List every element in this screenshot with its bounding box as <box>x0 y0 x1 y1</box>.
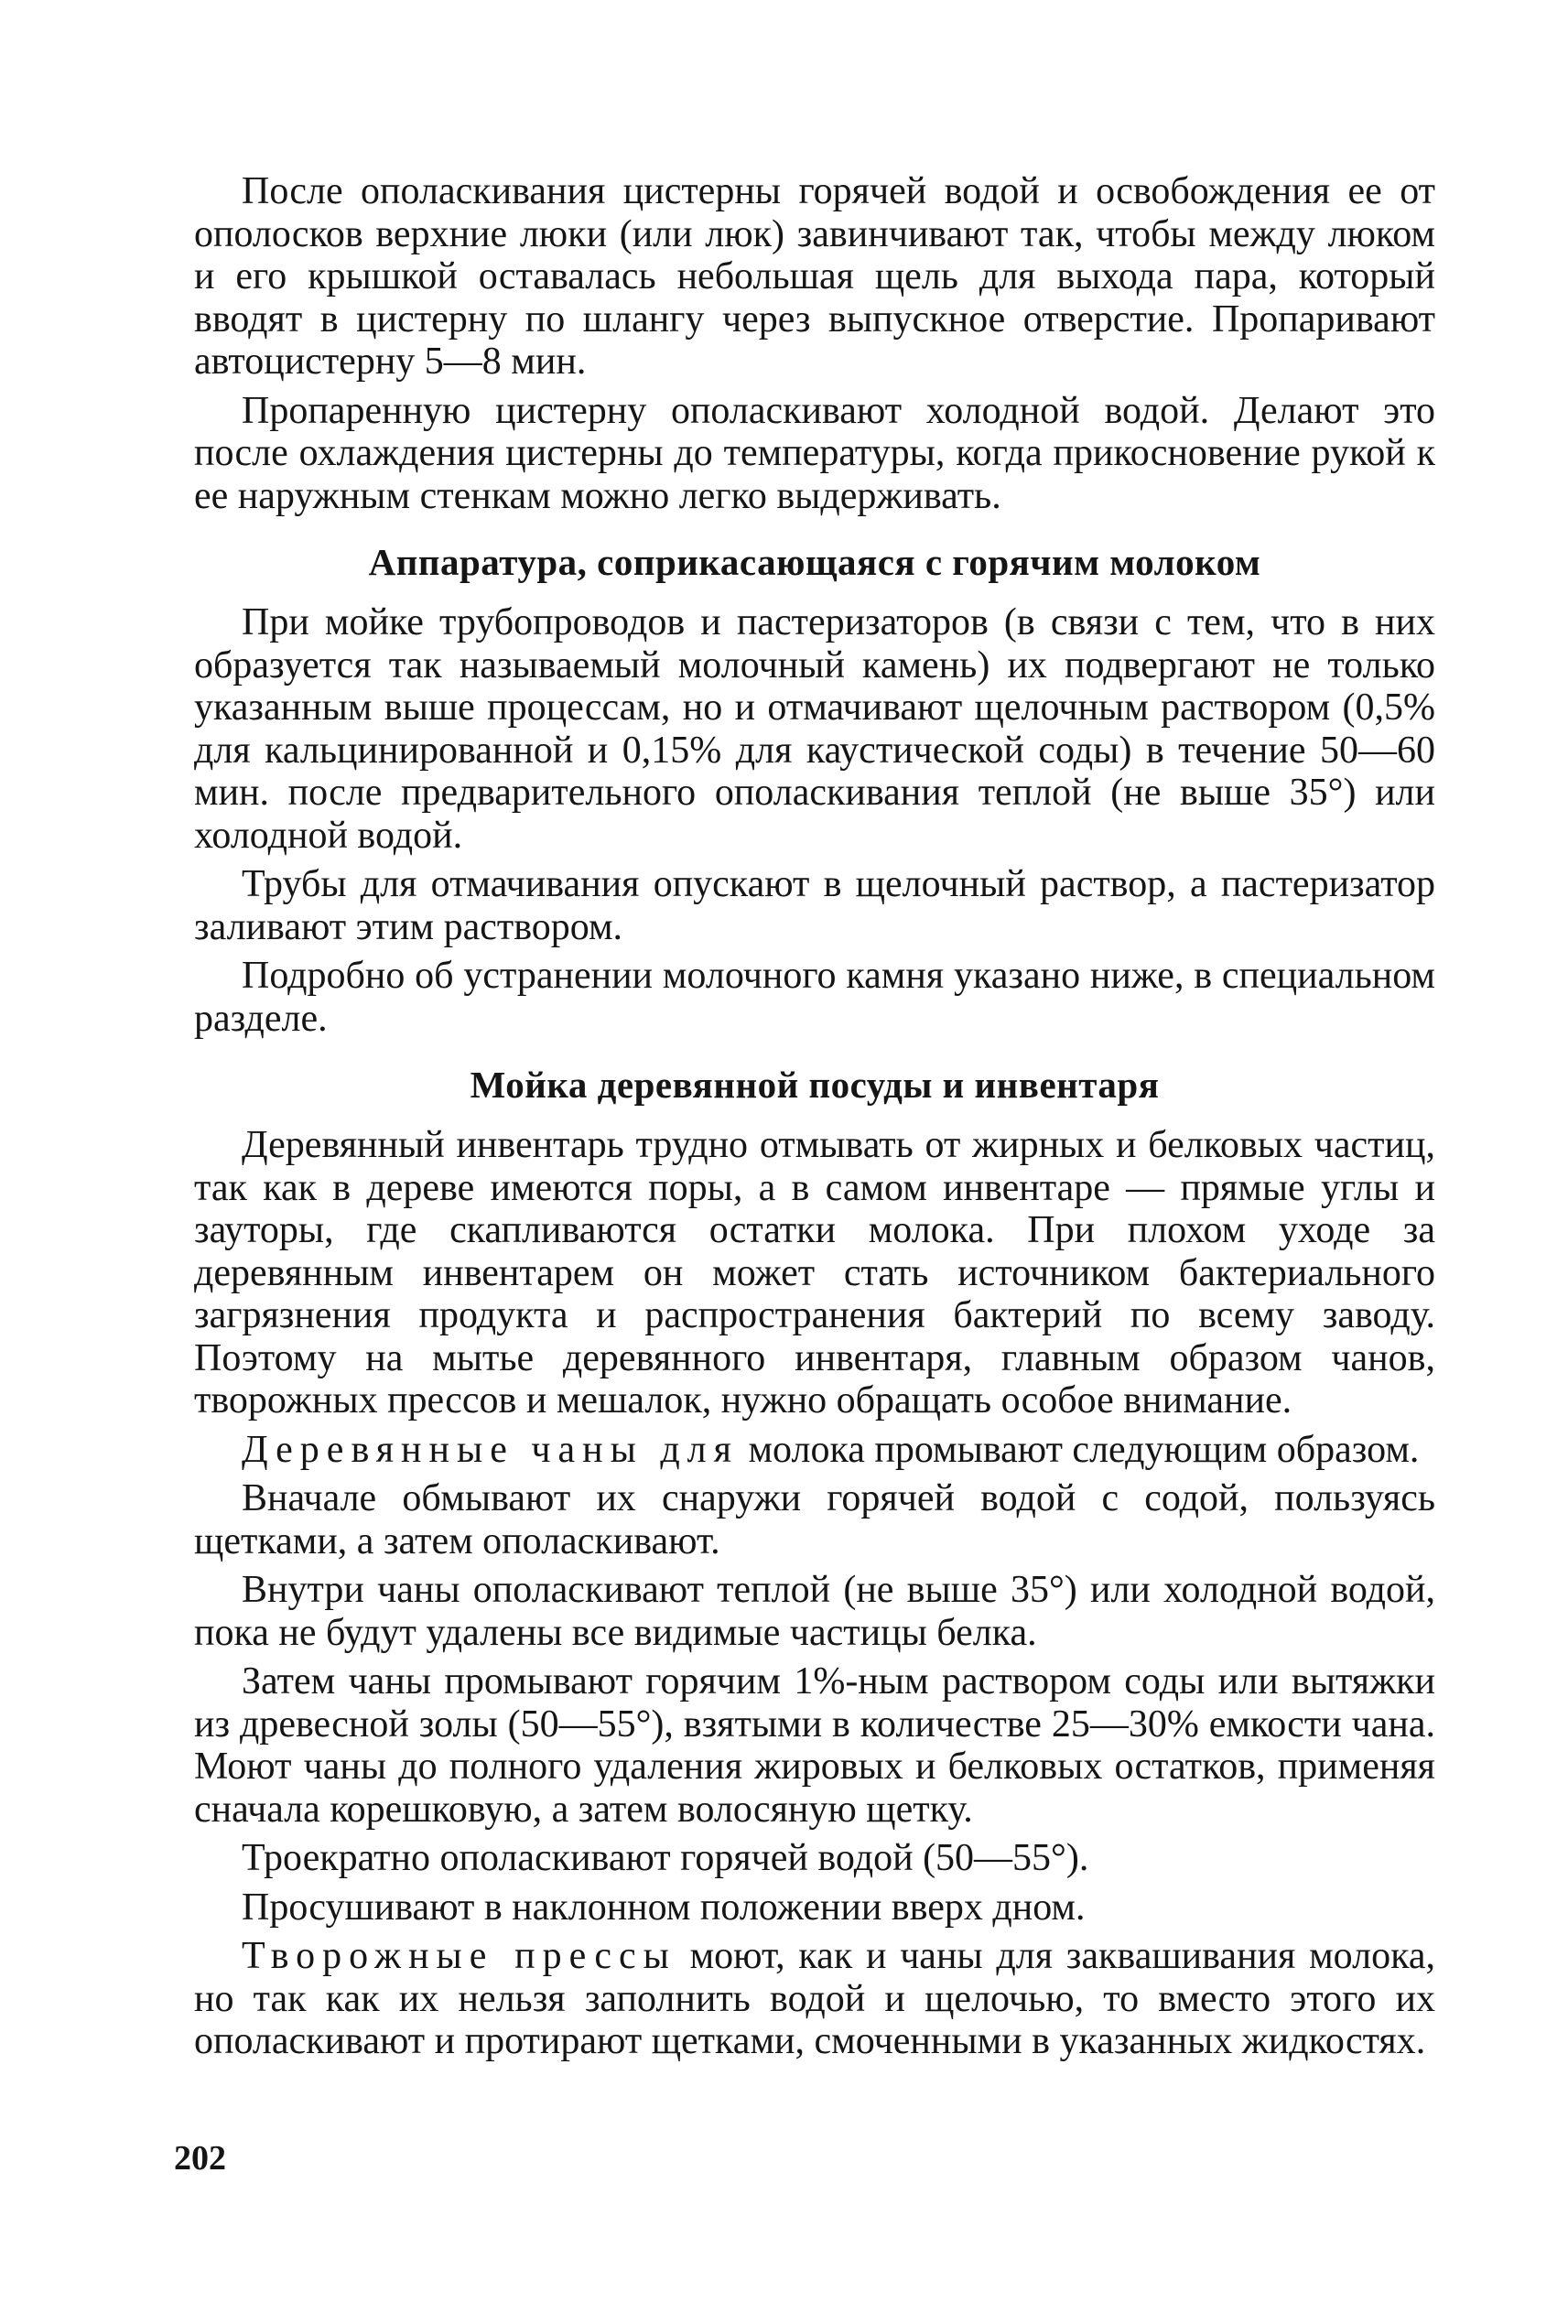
paragraph-outer-wash: Вначале обмывают их снаружи горячей водой с содой, пользуясь щетками, а затем ополаскивают. <box>194 1477 1435 1562</box>
paragraph-soda-wash: Затем чаны промывают горячим 1%-ным раствором соды или вытяжки из древесной золы (50—55°), взятыми в количестве 25—30% емкости чана. Моют чаны до полного удаления жировых и белковых остатков, применяя сначала корешковую, а затем волосяную щетку. <box>194 1660 1435 1831</box>
paragraph-curd-presses-rest: моют, как и чаны для заквашивания молока, но так как их нельзя заполнить водой и щелочью, то вместо этого их ополаскивают и протирают щетками, смоченными в указанных жидкостях. <box>194 1935 1435 2062</box>
paragraph-rinsing-tank: После ополаскивания цистерны горячей водой и освобождения ее от ополосков верхние люки (или люк) завинчивают так, чтобы между люком и его крышкой оставалась небольшая щель для выхода пара, который вводят в цистерну по шлангу через выпускное отверстие. Пропаривают автоцистерну 5—8 мин. <box>194 170 1435 383</box>
paragraph-wooden-vats <box>194 1429 1435 1472</box>
paragraph-curd-presses <box>194 1935 1435 2063</box>
paragraph-triple-rinse: Троекратно ополаскивают горячей водой (50—55°). <box>242 1837 1089 1879</box>
paragraph-steamed-tank: Пропаренную цистерну ополаскивают холодной водой. Делают это после охлаждения цистерны до температуры, когда прикосновение рукой к ее наружным стенкам можно легко выдерживать. <box>194 389 1435 517</box>
paragraph-drying: Просушивают в наклонном положении вверх дном. <box>242 1886 1086 1929</box>
paragraph-pipelines-washing: При мойке трубопроводов и пастеризаторов (в связи с тем, что в них образуется так называемый молочный камень) их подвергают не только указанным выше процессам, но и отмачивают щелочным раствором (0,5% для кальцинированной и 0,15% для каустической соды) в течение 50—60 мин. после предварительного ополаскивания теплой (не выше 35°) или холодной водой. <box>194 601 1435 857</box>
paragraph-pipes-soaking: Трубы для отмачивания опускают в щелочный раствор, а пастеризатор заливают этим раствором. <box>194 863 1435 948</box>
term-curd-presses: Творожные прессы <box>242 1935 676 1977</box>
heading-wooden-utensils: Мойка деревянной посуды и инвентаря <box>470 1064 1160 1106</box>
page-body <box>194 170 1435 2070</box>
paragraph-milk-stone-reference: Подробно об устранении молочного камня указано ниже, в специальном разделе. <box>194 955 1435 1040</box>
term-wooden-vats: Деревянные чаны для <box>242 1428 739 1471</box>
heading-hot-milk-equipment: Аппаратура, соприкасающаяся с горячим молоком <box>368 541 1261 583</box>
paragraph-inner-rinse: Внутри чаны ополаскивают теплой (не выше 35°) или холодной водой, пока не будут удалены все видимые частицы белка. <box>194 1569 1435 1654</box>
paragraph-wooden-inventory: Деревянный инвентарь трудно отмывать от жирных и белковых частиц, так как в дереве имеются поры, а в самом инвентаре — прямые углы и зауторы, где скапливаются остатки молока. При плохом уходе за деревянным инвентарем он может стать источником бактериального загрязнения продукта и распространения бактерий по всему заводу. Поэтому на мытье деревянного инвентаря, главным образом чанов, творожных прессов и мешалок, нужно обращать особое внимание. <box>194 1124 1435 1421</box>
paragraph-wooden-vats-rest: молока промывают следующим образом. <box>738 1428 1420 1471</box>
page-number: 202 <box>174 2139 226 2178</box>
